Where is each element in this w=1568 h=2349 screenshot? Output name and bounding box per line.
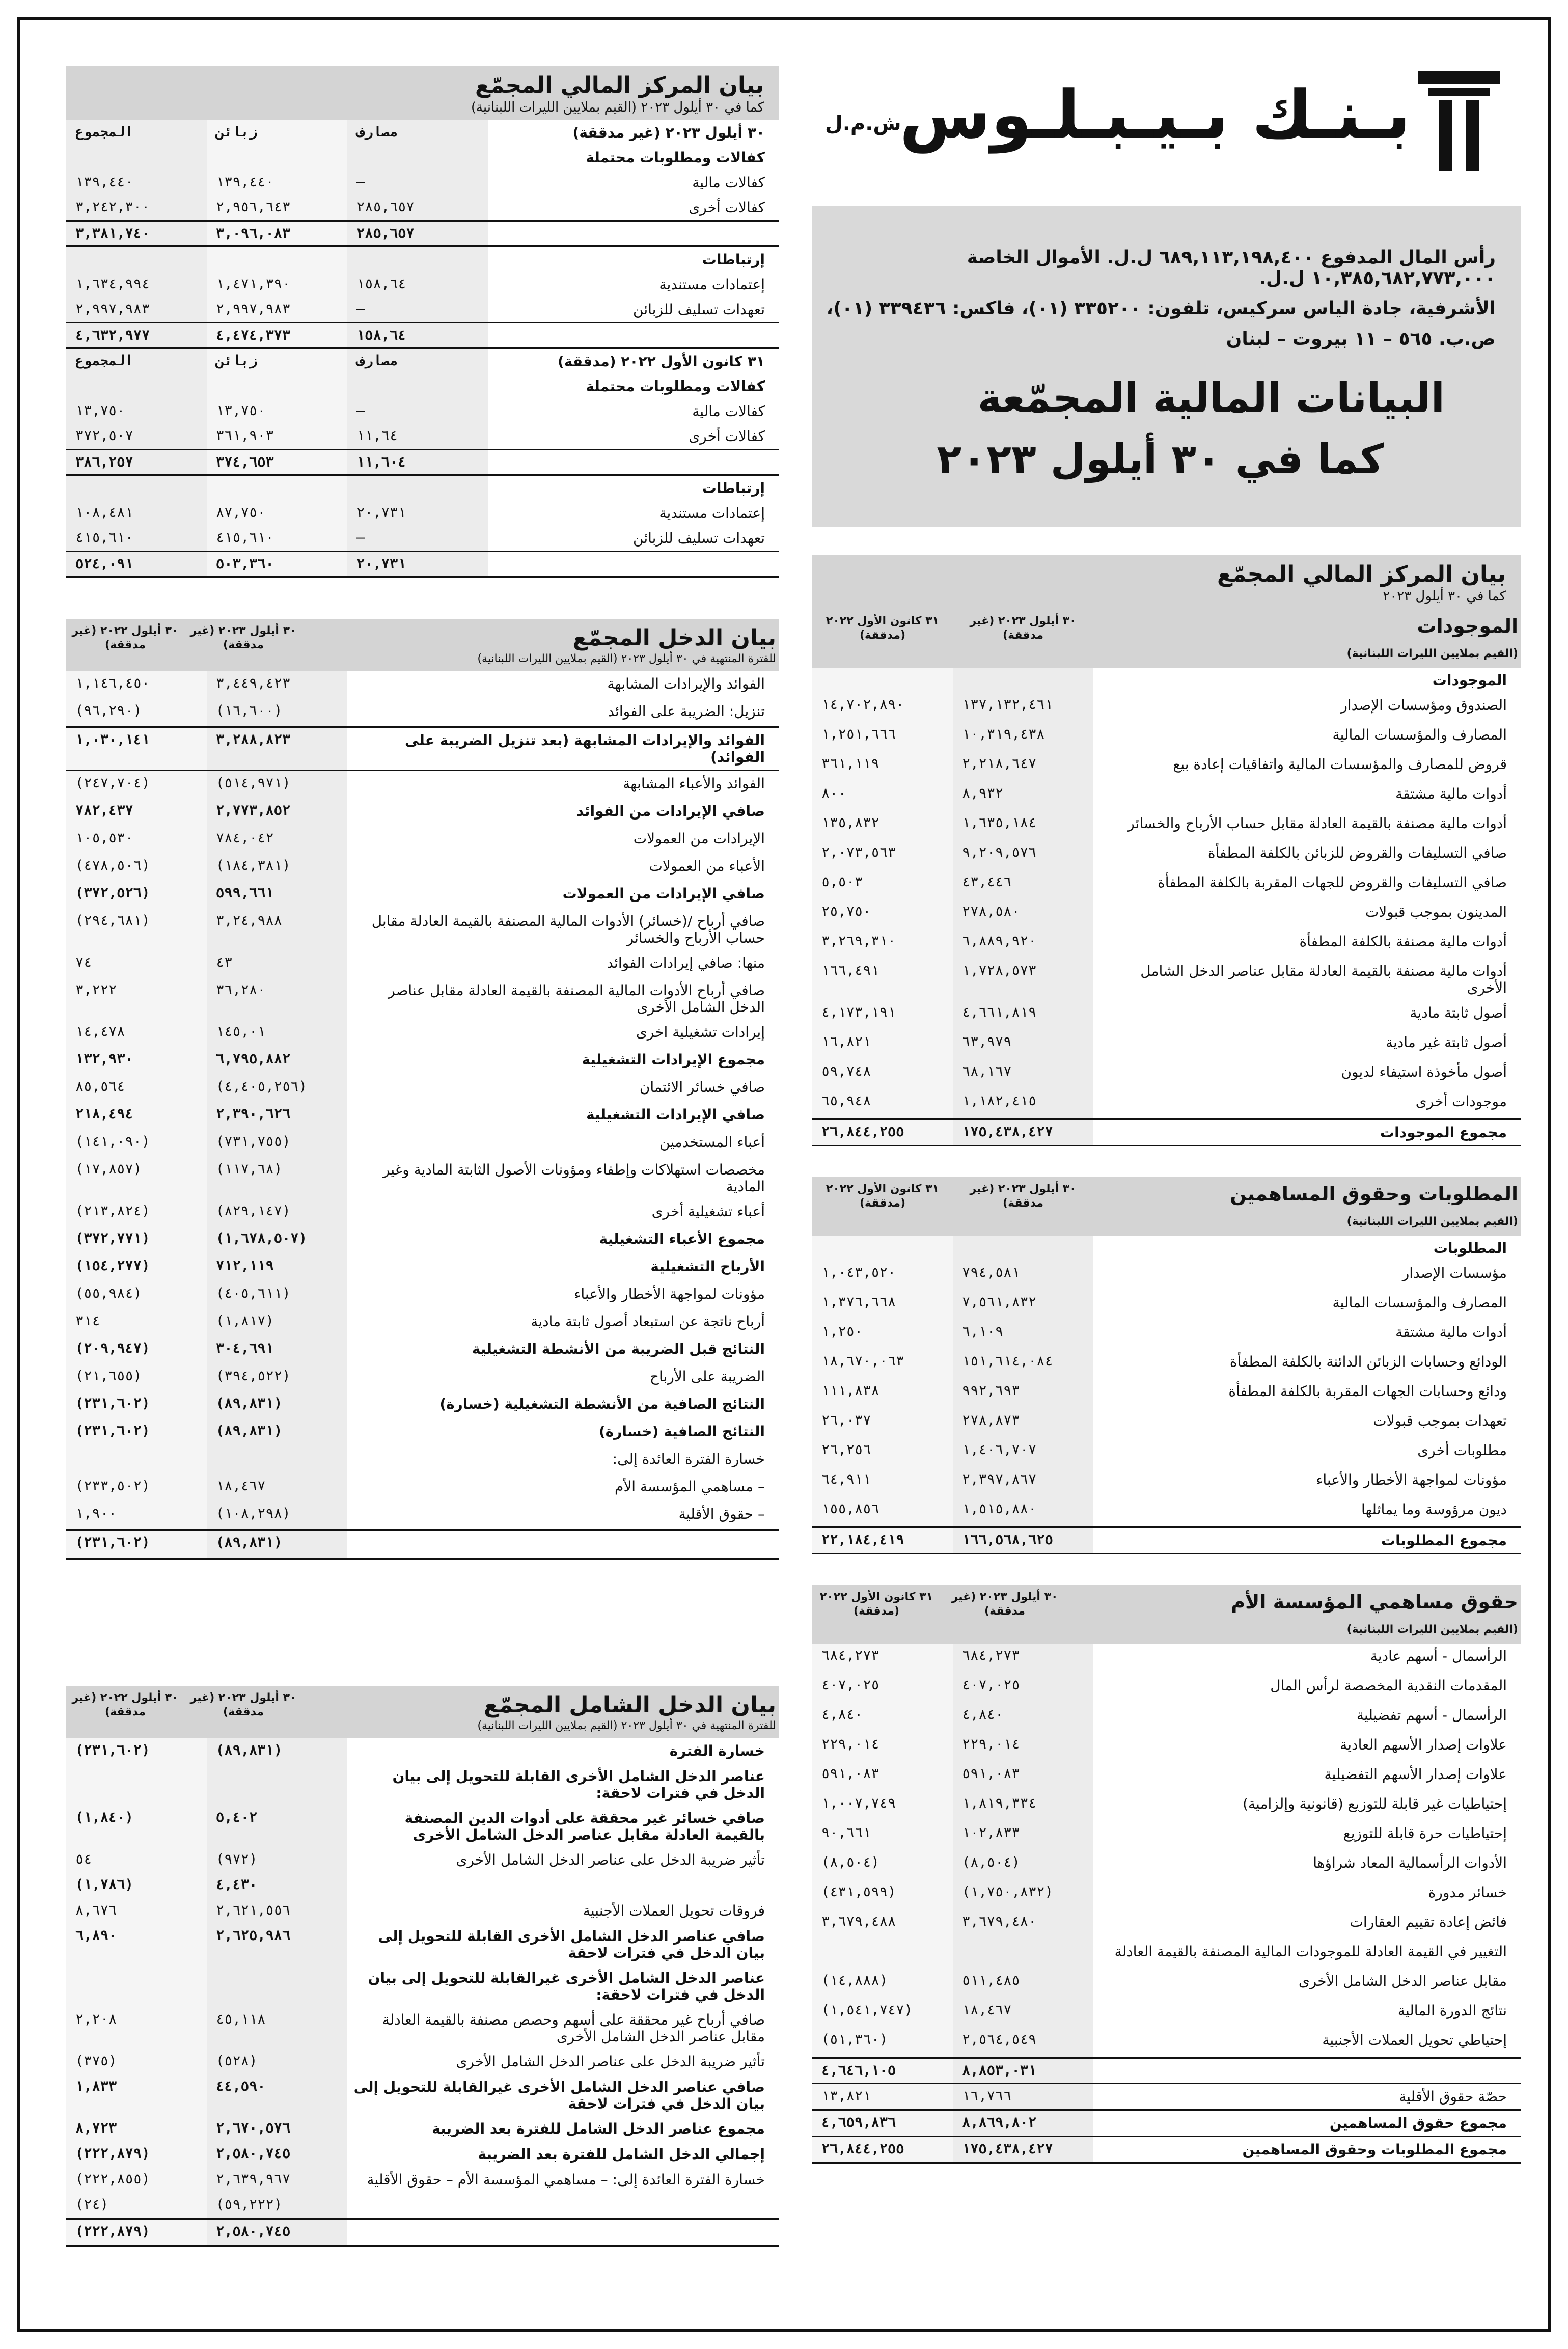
table-row: الإيرادات من العمولات ٧٨٤,٠٤٢ ١٠٥,٥٣٠ xyxy=(66,826,779,854)
table-row: إعتمادات مستندية ١٥٨,٦٤ ١,٤٧١,٣٩٠ ١,٦٣٤,٩٩٤ xyxy=(66,272,779,297)
address-line: الأشرفية، جادة الياس سركيس، تلفون: ٣٣٥٢٠٠ (٠١)، فاكس: ٣٣٩٤٣٦ (٠١)، xyxy=(826,298,1496,319)
table-row: علاوات إصدار الأسهم التفضيلية ٥٩١,٠٨٣ ٥٩١,٠٨٣ xyxy=(812,1762,1521,1791)
subtotal-row: ٢٠,٧٣١ ٥٠٣,٣٦٠ ٥٢٤,٠٩١ xyxy=(66,552,779,577)
equity-rows xyxy=(812,1644,1521,2057)
table-row: المقدمات النقدية المخصصة لرأس المال ٤٠٧,٠٢٥ ٤٠٧,٠٢٥ xyxy=(812,1673,1521,1703)
table-row: الفوائد والإيرادات المشابهة (بعد تنزيل الضريبة على الفوائد) ٣,٢٨٨,٨٢٣ ١,٠٣٠,١٤١ xyxy=(66,727,779,770)
table-row: خسائر مدورة (١,٧٥٠,٨٣٢) (٤٣١,٥٩٩) xyxy=(812,1880,1521,1909)
table-row: تعهدات بموجب قبولات ٢٧٨,٨٧٣ ٢٦,٠٣٧ xyxy=(812,1408,1521,1438)
table-row: – مساهمي المؤسسة الأم ١٨,٤٦٧ (٢٣٣,٥٠٢) xyxy=(66,1474,779,1501)
table-row: إعتمادات مستندية ٢٠,٧٣١ ٨٧,٧٥٠ ١٠٨,٤٨١ xyxy=(66,501,779,526)
report-date: كما في ٣٠ أيلول ٢٠٢٣ xyxy=(937,435,1384,483)
table-row: أدوات مالية مصنفة بالكلفة المطفأة ٦,٨٨٩,٩٢٠ ٣,٢٦٩,٣١٠ xyxy=(812,929,1521,959)
bs-header xyxy=(812,555,1521,609)
table-row: النتائج الصافية من الأنشطة التشغيلية (خسارة) (٨٩,٨٣١) (٢٣١,٦٠٢) xyxy=(66,1391,779,1419)
table-row: كفالات أخرى ١١,٦٤ ٣٦١,٩٠٣ ٣٧٢,٥٠٧ xyxy=(66,424,779,450)
subtotal-row: ٢٨٥,٦٥٧ ٣,٠٩٦,٠٨٣ ٣,٣٨١,٧٤٠ xyxy=(66,221,779,247)
table-row: صافي خسائر غير محققة على أدوات الدين المصنفة بالقيمة العادلة مقابل عناصر الدخل الشامل الأخرى ٥,٤٠٢ (١,٨٤٠) xyxy=(66,1806,779,1847)
liab-title: المطلوبات وحقوق المساهمين xyxy=(1230,1183,1518,1206)
table-row: التغيير في القيمة العادلة للموجودات المالية المصنفة بالقيمة العادلة xyxy=(812,1939,1521,1969)
table-row: الرأسمال - أسهم تفضيلية ٤,٨٤٠ ٤,٨٤٠ xyxy=(812,1703,1521,1732)
header-box xyxy=(812,206,1521,527)
table-row: الأعباء من العمولات (١٨٤,٣٨١) (٤٧٨,٥٠٦) xyxy=(66,854,779,881)
table-row: الفوائد والأعباء المشابهة (٥١٤,٩٧١) (٢٤٧,٧٠٤) xyxy=(66,770,779,799)
table-row: مؤونات لمواجهة الأخطار والأعباء (٤٠٥,٦١١) (٥٥,٩٨٤) xyxy=(66,1281,779,1309)
table-row: تعهدات تسليف للزبائن – ٢,٩٩٧,٩٨٣ ٢,٩٩٧,٩٨٣ xyxy=(66,297,779,323)
table-row: صافي أرباح /(خسائر) الأدوات المالية المصنفة بالقيمة العادلة مقابل حساب الأرباح والخسائر ٣,٢٤,٩٨٨ (٢٩٤,٦٨١) xyxy=(66,909,779,950)
table-row: تأثير ضريبة الدخل على عناصر الدخل الشامل الأخرى (٥٢٨) (٣٧٥) xyxy=(66,2049,779,2074)
table-row: أعباء المستخدمين (٧٣١,٧٥٥) (١٤١,٠٩٠) xyxy=(66,1130,779,1157)
liab-total: مجموع المطلوبات ١٦٦,٥٦٨,٦٢٥ ٢٢,١٨٤,٤١٩ xyxy=(812,1526,1521,1554)
assets-title: الموجودات xyxy=(1417,615,1518,638)
table-row: تعهدات تسليف للزبائن – ٤١٥,٦١٠ ٤١٥,٦١٠ xyxy=(66,526,779,552)
is-head: بيان الدخل المجمّع للفترة المنتهية في ٣٠ أيلول ٢٠٢٣ (القيم بملايين الليرات اللبنانية) ٣٠ أيلول ٢٠٢٣ (غير مدققة) ٣٠ أيلول ٢٠٢٢ (غير مدققة) xyxy=(66,619,779,671)
offbs-h2: ٣١ كانون الأول ٢٠٢٢ (مدققة) xyxy=(557,353,765,370)
table-row: صافي الإيرادات التشغيلية ٢,٣٩٠,٦٢٦ ٢١٨,٤٩٤ xyxy=(66,1102,779,1130)
table-row: عناصر الدخل الشامل الأخرى غيرالقابلة للتحويل إلى بيان الدخل في فترات لاحقة: xyxy=(66,1965,779,2007)
table-row: خسارة الفترة العائدة إلى: xyxy=(66,1446,779,1474)
table-row: الودائع وحسابات الزبائن الدائنة بالكلفة المطفأة ١٥١,٦١٤,٠٨٤ ١٨,٦٧٠,٠٦٣ xyxy=(812,1349,1521,1379)
offbs-header xyxy=(66,66,779,120)
table-row: المدينون بموجب قبولات ٢٧٨,٥٨٠ ٢٥,٧٥٠ xyxy=(812,899,1521,929)
table-row: المصارف والمؤسسات المالية ٧,٥٦١,٨٣٢ ١,٣٧٦,٦٦٨ xyxy=(812,1290,1521,1320)
offbs-panel xyxy=(66,66,779,578)
table-row: صافي خسائر الائتمان (٤,٤٠٥,٢٥٦) ٨٥,٥٦٤ xyxy=(66,1075,779,1102)
ci-title: بيان الدخل الشامل المجمّع xyxy=(483,1692,776,1718)
ci-panel xyxy=(66,1686,779,2247)
table-row: مجموع عناصر الدخل الشامل للفترة بعد الضريبة ٢,٦٧٠,٥٧٦ ٨,٧٢٣ xyxy=(66,2116,779,2142)
table-row: أدوات مالية مصنفة بالقيمة العادلة مقابل حساب الأرباح والخسائر ١,٦٣٥,١٨٤ ١٣٥,٨٣٢ xyxy=(812,811,1521,840)
table-row: صافي التسليفات والقروض للجهات المقربة بالكلفة المطفأة ٤٣,٤٤٦ ٥,٥٠٣ xyxy=(812,870,1521,899)
bank-name: بـنـك بـيـبـلـوس xyxy=(899,76,1411,153)
table-row: إحتياطيات حرة قابلة للتوزيع ١٠٢,٨٣٣ ٩٠,٦٦١ xyxy=(812,1821,1521,1850)
bs-title: بيان المركز المالي المجمّع xyxy=(1217,561,1506,587)
table-row: أرباح ناتجة عن استبعاد أصول ثابتة مادية (١,٨١٧) ٣١٤ xyxy=(66,1309,779,1336)
table-row: الصندوق ومؤسسات الإصدار ١٣٧,١٣٢,٤٦١ ١٤,٧٠٢,٨٩٠ xyxy=(812,693,1521,722)
table-row: كفالات مالية – ١٣٩,٤٤٠ ١٣٩,٤٤٠ xyxy=(66,170,779,195)
table-row: أصول مأخوذة استيفاء لديون ٦٨,١٦٧ ٥٩,٧٤٨ xyxy=(812,1059,1521,1089)
table-row: تأثير ضريبة الدخل على عناصر الدخل الشامل الأخرى (٩٧٢) ٥٤ xyxy=(66,1847,779,1873)
is-panel xyxy=(66,619,779,1560)
offbs-title: بيان المركز المالي المجمّع xyxy=(475,72,764,98)
table-row: إحتياطيات غير قابلة للتوزيع (قانونية وإلزامية) ١,٨١٩,٣٣٤ ١,٠٠٧,٧٤٩ xyxy=(812,1791,1521,1821)
table-row: ٢,٥٨٠,٧٤٥ (٢٢٢,٨٧٩) xyxy=(66,2219,779,2246)
table-row: – حقوق الأقلية (١٠٨,٢٩٨) ١,٩٠٠ xyxy=(66,1501,779,1530)
ci-rows xyxy=(66,1738,779,2247)
table-row: أصول ثابتة مادية ٤,٦٦١,٨١٩ ٤,١٧٣,١٩١ xyxy=(812,1000,1521,1030)
table-row: مجموع الأعباء التشغيلية (١,٦٧٨,٥٠٧) (٣٧٢,٧٧١) xyxy=(66,1226,779,1254)
subtotal-row: ١١,٦٠٤ ٣٧٤,٦٥٣ ٣٨٦,٢٥٧ xyxy=(66,450,779,475)
table-row: أصول ثابتة غير مادية ٦٣,٩٧٩ ١٦,٨٢١ xyxy=(812,1030,1521,1059)
table-row: عناصر الدخل الشامل الأخرى القابلة للتحويل إلى بيان الدخل في فترات لاحقة: xyxy=(66,1764,779,1806)
table-row: الأدوات الرأسمالية المعاد شراؤها (٨,٥٠٤) (٨,٥٠٤) xyxy=(812,1850,1521,1880)
table-row: الفوائد والإيرادات المشابهة ٣,٤٤٩,٤٢٣ ١,١٤٦,٤٥٠ xyxy=(66,671,779,699)
offbs-subtitle: كما في ٣٠ أيلول ٢٠٢٣ (القيم بملايين الليرات اللبنانية) xyxy=(471,100,764,116)
capital-line: رأس المال المدفوع ٦٨٩,١١٣,١٩٨,٤٠٠ ل.ل. الأموال الخاصة ١٠,٣٨٥,٦٨٢,٧٧٣,٠٠٠ ل.ل. xyxy=(967,247,1496,289)
table-row: فروقات تحويل العملات الأجنبية ٢,٦٢١,٥٥٦ ٨,٦٧٦ xyxy=(66,1898,779,1924)
table-row: مقابل عناصر الدخل الشامل الأخرى ٥١١,٤٨٥ (١٤,٨٨٨) xyxy=(812,1969,1521,1998)
table-row: مجموع الإيرادات التشغيلية ٦,٧٩٥,٨٨٢ ١٣٢,٩٣٠ xyxy=(66,1047,779,1075)
table-row: أدوات مالية مشتقة ٦,١٠٩ ١,٢٥٠ xyxy=(812,1320,1521,1349)
table-row: خسارة الفترة العائدة إلى: – مساهمي المؤسسة الأم – حقوق الأقلية ٢,٦٣٩,٩٦٧ (٢٢٢,٨٥٥) xyxy=(66,2167,779,2193)
table-row: المصارف والمؤسسات المالية ١٠,٣١٩,٤٣٨ ١,٢٥١,٦٦٦ xyxy=(812,722,1521,752)
ci-head: بيان الدخل الشامل المجمّع للفترة المنتهية في ٣٠ أيلول ٢٠٢٣ (القيم بملايين الليرات اللبنانية) ٣٠ أيلول ٢٠٢٣ (غير مدققة) ٣٠ أيلول ٢٠٢٢ (غير مدققة) xyxy=(66,1686,779,1738)
report-title: البيانات المالية المجمّعة xyxy=(977,374,1445,422)
table-row: مؤونات لمواجهة الأخطار والأعباء ٢,٣٩٧,٨٦٧ ٦٤,٩١١ xyxy=(812,1467,1521,1497)
table-row: الضريبة على الأرباح (٣٩٤,٥٢٢) (٢١,٦٥٥) xyxy=(66,1364,779,1391)
assets-total: مجموع الموجودات ١٧٥,٤٣٨,٤٢٧ ٢٦,٨٤٤,٢٥٥ xyxy=(812,1118,1521,1146)
table-row: صافي التسليفات والقروض للزبائن بالكلفة المطفأة ٩,٢٠٩,٥٧٦ ٢,٠٧٣,٥٦٣ xyxy=(812,840,1521,870)
table-row: ٤,٤٣٠ (١,٧٨٦) xyxy=(66,1873,779,1898)
is-title: بيان الدخل المجمّع xyxy=(572,625,776,651)
offbs-h1: ٣٠ أيلول ٢٠٢٣ (غير مدققة) xyxy=(572,124,765,142)
liab-table: المطلوبات وحقوق المساهمين (القيم بملايين الليرات اللبنانية) ٣٠ أيلول ٢٠٢٣ (غير مدققة) ٣١ كانون الأول ٢٠٢٢ (مدققة) المطلوبات xyxy=(812,1177,1521,1261)
table-row: علاوات إصدار الأسهم العادية ٢٢٩,٠١٤ ٢٢٩,٠١٤ xyxy=(812,1732,1521,1762)
table-row: قروض للمصارف والمؤسسات المالية واتفاقيات إعادة بيع ٢,٢١٨,٦٤٧ ٣٦١,١١٩ xyxy=(812,752,1521,781)
table-row: موجودات أخرى ١,١٨٢,٤١٥ ٦٥,٩٤٨ xyxy=(812,1089,1521,1118)
table-row: صافي الإيرادات من الفوائد ٢,٧٧٣,٨٥٢ ٧٨٢,٤٣٧ xyxy=(66,799,779,826)
table-row: ديون مرؤوسة وما يماثلها ١,٥١٥,٨٨٠ ١٥٥,٨٥٦ xyxy=(812,1497,1521,1526)
equity-title: حقوق مساهمي المؤسسة الأم xyxy=(1231,1591,1518,1614)
table-row: الرأسمال - أسهم عادية ٦٨٤,٢٧٣ ٦٨٤,٢٧٣ xyxy=(812,1644,1521,1673)
bs-subtitle: كما في ٣٠ أيلول ٢٠٢٣ xyxy=(1383,589,1506,605)
assets-rows xyxy=(812,693,1521,1118)
assets-table: الموجودات (القيم بملايين الليرات اللبنانية) ٣٠ أيلول ٢٠٢٣ (غير مدققة) ٣١ كانون الأول ٢٠٢٢ (مدققة) الموجودات xyxy=(812,609,1521,693)
table-row: (٨٩,٨٣١) (٢٣١,٦٠٢) xyxy=(66,1529,779,1559)
table-row: كفالات أخرى ٢٨٥,٦٥٧ ٢,٩٥٦,٦٤٣ ٣,٢٤٢,٣٠٠ xyxy=(66,195,779,221)
table-row: مخصصات استهلاكات وإطفاء ومؤونات الأصول الثابتة المادية وغير المادية (١١٧,٦٨) (١٧,٨٥٧) xyxy=(66,1157,779,1199)
is-rows xyxy=(66,671,779,1560)
table-row: مطلوبات أخرى ١,٤٠٦,٧٠٧ ٢٦,٢٥٦ xyxy=(812,1438,1521,1467)
table-row: صافي عناصر الدخل الشامل الأخرى غيرالقابلة للتحويل إلى بيان الدخل في فترات لاحقة ٤٤,٥٩٠ ١,٨٣٣ xyxy=(66,2074,779,2116)
table-row: صافي الإيرادات من العمولات ٥٩٩,٦٦١ (٣٧٢,٥٢٦) xyxy=(66,881,779,909)
table-row: كفالات مالية – ١٣,٧٥٠ ١٣,٧٥٠ xyxy=(66,399,779,424)
table-row: أعباء تشغيلية أخرى (٨٢٩,١٤٧) (٢١٣,٨٢٤) xyxy=(66,1199,779,1226)
table-row: صافي أرباح الأدوات المالية المصنفة بالقيمة العادلة مقابل عناصر الدخل الشامل الأخرى ٣٦,٢٨٠ ٣,٢٢٢ xyxy=(66,978,779,1020)
table-row: تنزيل: الضريبة على الفوائد (١٦,٦٠٠) (٩٦,٢٩٠) xyxy=(66,699,779,727)
table-row: إيرادات تشغيلية اخرى ١٤٥,٠١ ١٤,٤٧٨ xyxy=(66,1020,779,1047)
offbs-table: ٣٠ أيلول ٢٠٢٣ (غير مدققة) مصارف زبائن المجموع كفالات ومطلوبات محتملة كفالات مالية – ١٣٩,٤٤٠ ١٣٩,٤٤٠ كفالات أخرى ٢٨٥,٦٥٧ ٢,٩٥٦,٦٤٣ ٣,٢٤٢,٣٠٠ ٢٨٥,٦٥٧ ٣,٠٩٦,٠٨٣ ٣,٣٨١,٧٤٠ إرتباطات إعتمادات مستندية ١٥٨,٦٤ ١,٤٧١,٣٩٠ ١,٦٣٤,٩٩٤ تعهدات تسليف للزبائن – ٢,٩٩٧,٩٨٣ ٢,٩٩٧,٩٨٣ ١٥٨,٦٤ ٤,٤٧٤,٣٧٣ ٤,٦٣٢,٩٧٧ ٣١ كانون الأول ٢٠٢٢ (مدققة) مصارف زبائن المجموع كفالات ومطلوبات محتملة كفالات مالية – ١٣,٧٥٠ ١٣,٧٥٠ كفالات أخرى ١١,٦٤ ٣٦١,٩٠٣ ٣٧٢,٥٠٧ ١١,٦٠٤ ٣٧٤,٦٥٣ ٣٨٦,٢٥٧ إرتباطات إعتمادات مستندية ٢٠,٧٣١ ٨٧,٧٥٠ ١٠٨,٤٨١ تعهدات تسليف للزبائن – ٤١٥,٦١٠ ٤١٥,٦١٠ ٢٠,٧٣١ ٥٠٣,٣٦٠ ٥٢٤,٠٩١ xyxy=(66,120,779,578)
table-row: إحتياطي تحويل العملات الأجنبية ٢,٥٦٤,٥٤٩ (٥١,٣٦٠) xyxy=(812,2028,1521,2057)
subtotal-row: ١٥٨,٦٤ ٤,٤٧٤,٣٧٣ ٤,٦٣٢,٩٧٧ xyxy=(66,323,779,348)
equity-totals: ٨,٨٥٣,٠٣١ ٤,٦٤٦,١٠٥ حصّة حقوق الأقلية ١٦,٧٦٦ ١٣,٨٢١ مجموع حقوق المساهمين ٨,٨٦٩,٨٠٢ ٤,٦٥٩,٨٣٦ مجموع المطلوبات وحقوق المساهمين ١٧٥,٤٣٨,٤٢٧ ٢٦,٨٤٤,٢٥٥ xyxy=(812,2057,1521,2164)
table-row: إجمالي الدخل الشامل للفترة بعد الضريبة ٢,٥٨٠,٧٤٥ (٢٢٢,٨٧٩) xyxy=(66,2142,779,2167)
table-row: النتائج الصافية (خسارة) (٨٩,٨٣١) (٢٣١,٦٠٢) xyxy=(66,1419,779,1446)
table-row: مؤسسات الإصدار ٧٩٤,٥٨١ ١,٠٤٣,٥٢٠ xyxy=(812,1261,1521,1290)
bank-logo xyxy=(815,61,1502,178)
bs-panel xyxy=(812,555,1521,2164)
table-row: أدوات مالية مصنفة بالقيمة العادلة مقابل عناصر الدخل الشامل الأخرى ١,٧٢٨,٥٧٣ ١٦٦,٤٩١ xyxy=(812,959,1521,1000)
table-row: خسارة الفترة (٨٩,٨٣١) (٢٣١,٦٠٢) xyxy=(66,1738,779,1764)
table-row: صافي أرباح غير محققة على أسهم وحصص مصنفة بالقيمة العادلة مقابل عناصر الدخل الشامل الأخرى ٤٥,١١٨ ٢,٢٠٨ xyxy=(66,2007,779,2049)
table-row: ودائع وحسابات الجهات المقربة بالكلفة المطفأة ٩٩٢,٦٩٣ ١١١,٨٣٨ xyxy=(812,1379,1521,1408)
table-row: (٥٩,٢٢٢) (٢٤) xyxy=(66,2193,779,2219)
table-row: النتائج قبل الضريبة من الأنشطة التشغيلية ٣٠٤,٦٩١ (٢٠٩,٩٤٧) xyxy=(66,1336,779,1364)
liab-rows xyxy=(812,1261,1521,1526)
table-row: الأرباح التشغيلية ٧١٢,١١٩ (١٥٤,٢٧٧) xyxy=(66,1254,779,1281)
table-row: صافي عناصر الدخل الشامل الأخرى القابلة للتحويل إلى بيان الدخل في فترات لاحقة ٢,٦٢٥,٩٨٦ ٦,٨٩٠ xyxy=(66,1924,779,1965)
table-row: منها: صافي إيرادات الفوائد ٤٣ ٧٤ xyxy=(66,950,779,978)
bank-suffix: ش.م.ل xyxy=(825,112,901,135)
table-row: فائض إعادة تقييم العقارات ٣,٦٧٩,٤٨٠ ٣,٦٧٩,٤٨٨ xyxy=(812,1909,1521,1939)
equity-table: حقوق مساهمي المؤسسة الأم (القيم بملايين الليرات اللبنانية) ٣٠ أيلول ٢٠٢٣ (غير مدققة) ٣١ كانون الأول ٢٠٢٢ (مدققة) xyxy=(812,1585,1521,1644)
table-row: نتائج الدورة المالية ١٨,٤٦٧ (١,٥٤١,٧٤٧) xyxy=(812,1998,1521,2028)
table-row: أدوات مالية مشتقة ٨,٩٣٢ ٨٠٠ xyxy=(812,781,1521,811)
pobox-line: ص.ب. ٥٦٥ – ١١ بيروت – لبنان xyxy=(1226,329,1496,349)
